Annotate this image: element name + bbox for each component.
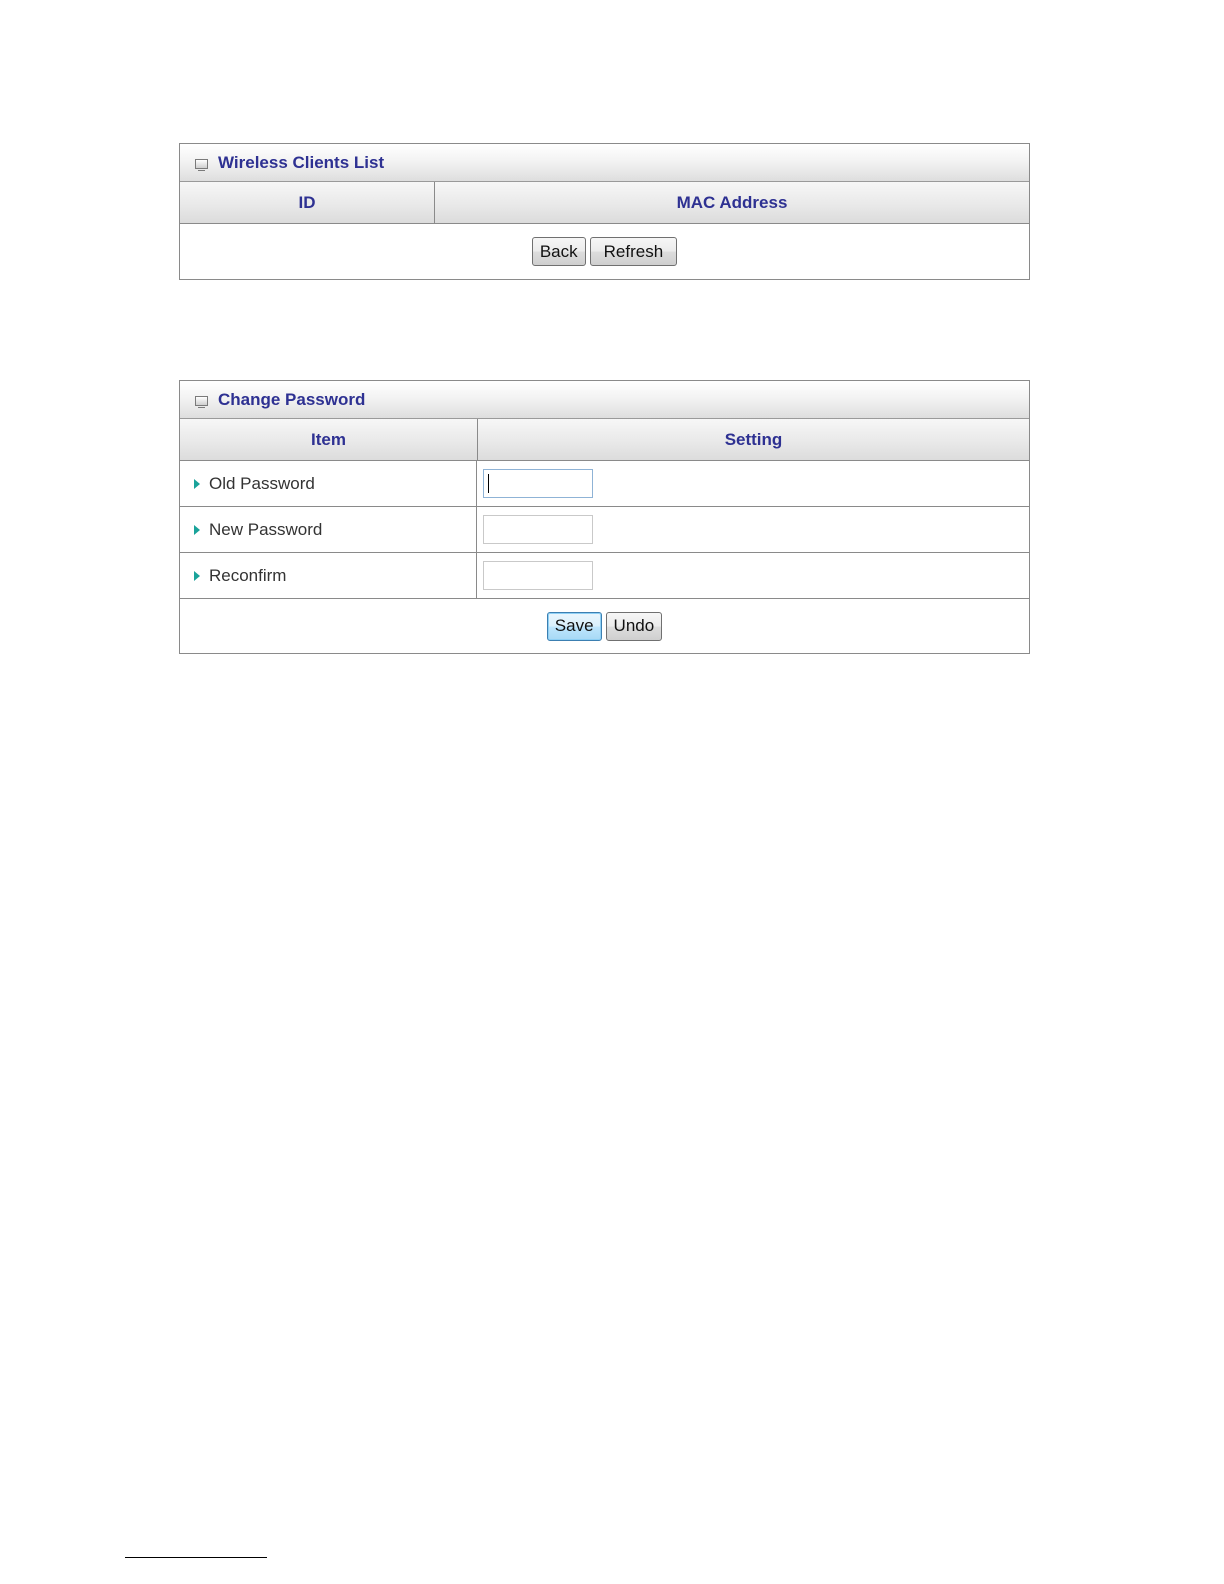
triangle-right-icon xyxy=(194,571,200,581)
setting-cell xyxy=(477,507,1029,552)
table-row-old-password xyxy=(180,461,1029,507)
text-caret xyxy=(488,474,489,493)
monitor-icon xyxy=(195,159,208,169)
column-header-mac-address: MAC Address xyxy=(434,182,1029,223)
triangle-right-icon xyxy=(194,525,200,535)
change-password-title: Change Password xyxy=(218,389,366,409)
change-password-button-row xyxy=(180,599,1029,653)
wireless-clients-title: Wireless Clients List xyxy=(218,152,385,172)
table-row-new-password xyxy=(180,507,1029,553)
wireless-clients-title-bar xyxy=(180,144,1029,182)
change-password-title-bar xyxy=(180,381,1029,419)
setting-cell xyxy=(477,553,1029,598)
old-password-label: Old Password xyxy=(209,473,315,493)
old-password-input[interactable] xyxy=(483,469,593,498)
reconfirm-password-input[interactable] xyxy=(483,561,593,590)
back-button[interactable]: Back xyxy=(532,237,586,266)
setting-cell xyxy=(477,461,1029,506)
triangle-right-icon xyxy=(194,479,200,489)
change-password-panel xyxy=(179,380,1030,654)
column-header-item: Item xyxy=(311,429,346,449)
new-password-label: New Password xyxy=(209,519,323,539)
wireless-clients-button-row xyxy=(180,224,1029,279)
save-button[interactable]: Save xyxy=(547,612,602,641)
change-password-header-row xyxy=(180,419,1029,461)
wireless-clients-header-row xyxy=(180,182,1029,224)
item-cell xyxy=(180,461,477,506)
column-header-id: ID xyxy=(298,192,316,212)
refresh-button[interactable]: Refresh xyxy=(590,237,678,266)
wireless-clients-panel xyxy=(179,143,1030,280)
monitor-icon xyxy=(195,396,208,406)
column-header-setting: Setting xyxy=(477,419,1029,460)
table-row-reconfirm xyxy=(180,553,1029,599)
item-cell xyxy=(180,507,477,552)
item-cell xyxy=(180,553,477,598)
reconfirm-label: Reconfirm xyxy=(209,565,287,585)
undo-button[interactable]: Undo xyxy=(606,612,663,641)
footnote-separator-line xyxy=(125,1557,267,1558)
new-password-input[interactable] xyxy=(483,515,593,544)
